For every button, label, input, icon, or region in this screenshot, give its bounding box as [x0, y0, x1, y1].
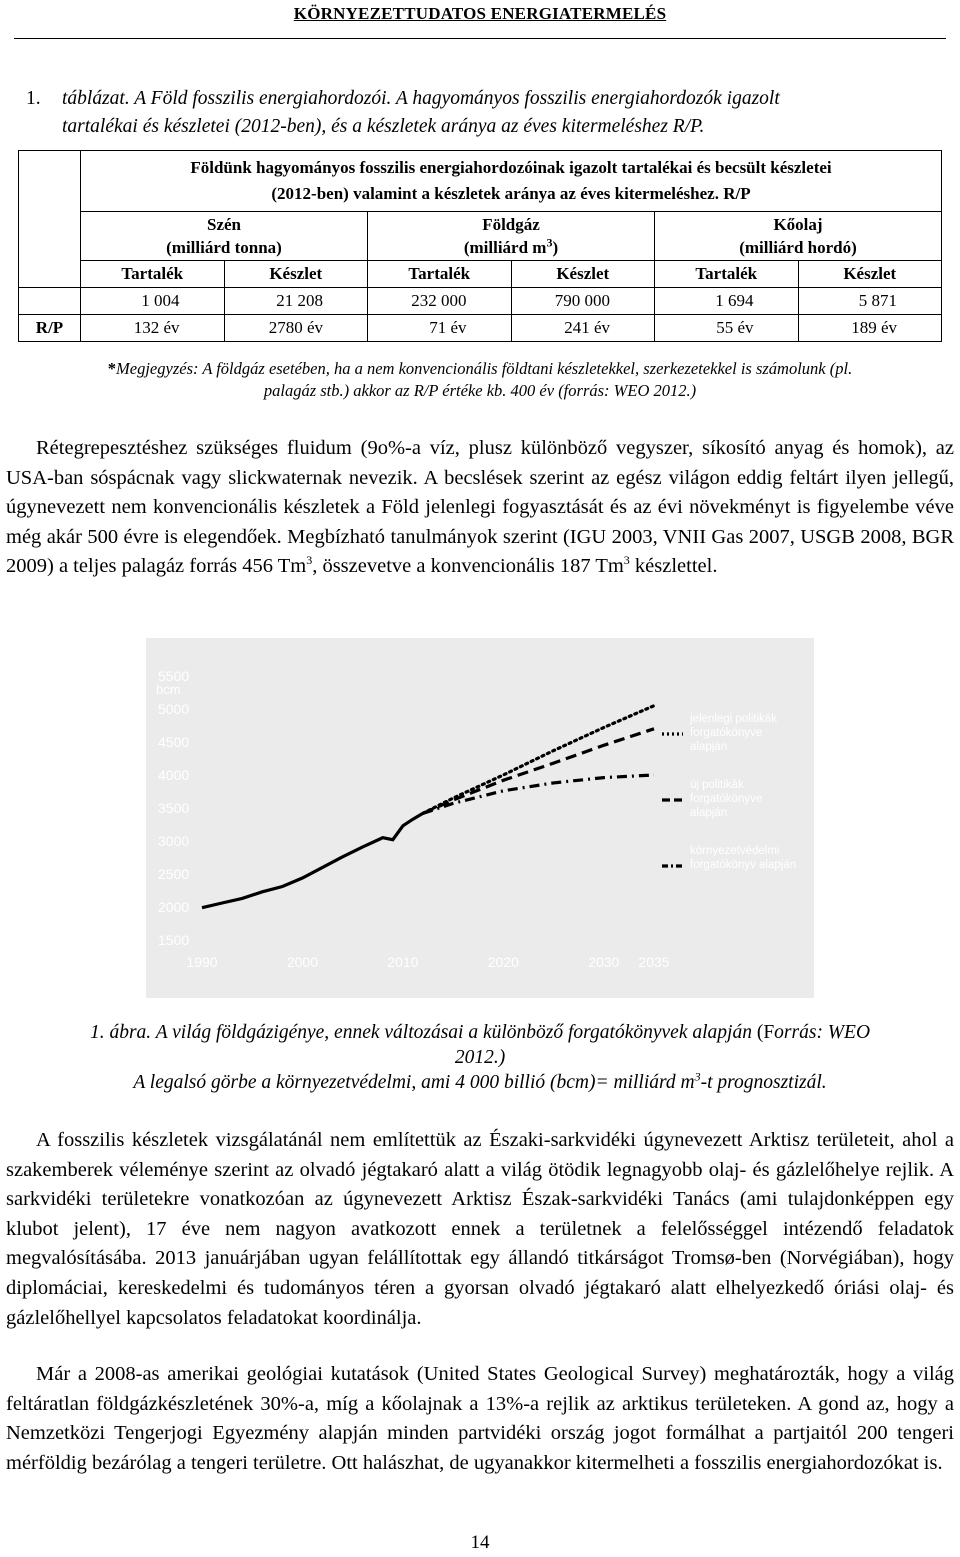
legend-label: környezetvédelmi [690, 845, 780, 857]
series-line-0 [202, 813, 423, 907]
subheader-cell: Tartalék [81, 261, 225, 288]
running-header: KÖRNYEZETTUDATOS ENERGIATERMELÉS [293, 4, 667, 23]
figure-caption-number: 1. ábra. [89, 1022, 152, 1043]
x-tick-label: 1990 [186, 954, 218, 970]
x-tick-label: 2030 [588, 954, 620, 970]
table-cell: 71 év [368, 315, 512, 342]
table-cell: 189 év [798, 315, 942, 342]
legend-label: alapján [690, 741, 728, 753]
group-header-oil: Kőolaj (milliárd hordó) [655, 212, 942, 261]
y-tick-label: 5500 [158, 668, 190, 684]
paragraph-3: Már a 2008-as amerikai geológiai kutatások (United States Geological Survey) meghatározták, hogy a világ feltáratlan földgázkészletének 30%-a, míg a kőolajnak a 13%-a rejlik az arktikus területeken. A gond az, hogy a Nemzetközi Tengerjogi Egyezmény alapján minden partvidéki ország jogot formálhat a partjaitól 200 tengeri mérföldig bezárólag a tengeri területre. Ott halászhat, de ugyanakkor kitermelheti a fosszilis energiahordozókat is. [6, 1363, 954, 1474]
x-axis-labels [186, 954, 669, 970]
table-corner-cell [19, 151, 81, 288]
legend-label: jelenlegi politikák [690, 713, 777, 725]
gas-demand-chart [146, 638, 814, 998]
y-tick-label: 1500 [158, 932, 190, 948]
series-lines [202, 706, 654, 908]
figure-caption-line3: A legalsó görbe a környezetvédelmi, ami 4 000 billió (bcm)= milliárd $m^3-t$ prognosztizál. [133, 1069, 827, 1093]
table-cell: 1 004 [81, 288, 225, 315]
table-row [19, 288, 942, 315]
y-tick-label: 4500 [158, 734, 190, 750]
table-title [81, 151, 942, 212]
subheader-cell: Készlet [798, 261, 942, 288]
table-title-line2: (2012-ben) valamint a készletek aránya az éves kitermeléshez. R/P [271, 184, 751, 203]
table-title-line1: Földünk hagyományos fosszilis energiahordozóinak igazolt tartalékai és becsült készletei [190, 158, 832, 177]
note-line1: Megjegyzés: A földgáz esetében, ha a nem konvencionális földtani készletekkel, szerkezetekkel is számolunk (pl. [116, 359, 853, 378]
y-axis-unit-label: bcm [156, 682, 181, 697]
table-row [19, 315, 942, 342]
figure-caption-text: A világ földgázigénye, ennek változásai a különböző forgatókönyvek alapján [155, 1022, 752, 1043]
y-axis-labels [158, 668, 189, 948]
reserves-table [18, 150, 942, 342]
y-tick-label: 3000 [158, 833, 190, 849]
x-tick-label: 2035 [638, 954, 670, 970]
table-cell: 1 694 [655, 288, 799, 315]
table-cell: 232 000 [368, 288, 512, 315]
note-line2: palagáz stb.) akkor az R/P értéke kb. 400 év (forrás: WEO 2012.) [263, 381, 697, 400]
table-caption-line1: táblázat. A Föld fosszilis energiahordozói. A hagyományos fosszilis energiahordozók igazolt [62, 88, 780, 109]
paragraph-2: A fosszilis készletek vizsgálatánál nem említettük az Északi-sarkvidéki úgynevezett Arktisz területeit, ahol a szakemberek véleménye szerint az olvadó jégtakaró alatt a világ ötödik legnagyobb olaj- és gázlelőhelye rejlik. A sarkvidéki területekre vonatkozóan az úgynevezett Arktisz Észak-sarkvidéki Tanács (ami tulajdonképpen egy klubot jelent), 17 éve nem nagyon avatkozott ennek a területnek a felelősséggel intézendő feladatok megvalósításába. 2013 januárjában ugyan felállítottak egy állandó titkárságot Tromsø-ben (Norvégiában), hogy diplomáciai, kereskedelmi és tudományos téren a gyorsan olvadó jégtakaró alatt elhelyezkedő óriási olaj- és gázlelőhellyel kapcsolatos feladatokat koordinálja. [6, 1129, 954, 1329]
legend-label: új politikák [690, 779, 744, 791]
row-label [19, 288, 81, 315]
series-line-2 [423, 729, 654, 814]
legend-label: forgatókönyv alapján [690, 859, 797, 871]
subheader-cell: Készlet [511, 261, 655, 288]
x-tick-label: 2010 [387, 954, 419, 970]
subheader-cell: Tartalék [368, 261, 512, 288]
page-number: 14 [470, 1532, 490, 1553]
group-header-coal: Szén (milliárd tonna) [81, 212, 368, 261]
group-header-gas: Földgáz (milliárd $m^3$) [368, 212, 655, 261]
table-cell: 132 év [81, 315, 225, 342]
table-cell: 55 év [655, 315, 799, 342]
figure-caption: 1. ábra. A világ földgázigénye, ennek változásai a különböző forgatókönyvek alapján (Forrás: WEO 2012.) A legalsó görbe a környezetvédelmi, ami 4 000 billió (bcm)= milliárd $m^3-t$ prognosztizál. [6, 1020, 954, 1095]
subheader-cell: Tartalék [655, 261, 799, 288]
subheader-cell: Készlet [224, 261, 368, 288]
y-tick-label: 3500 [158, 800, 190, 816]
table-cell: 2780 év [224, 315, 368, 342]
chart-legend [662, 713, 796, 871]
table-note [18, 358, 942, 402]
table-cell: 5 871 [798, 288, 942, 315]
table-caption [26, 85, 936, 141]
y-tick-label: 2500 [158, 866, 190, 882]
note-star: * [107, 359, 117, 378]
x-tick-label: 2020 [487, 954, 519, 970]
figure-caption-line2: 2012.) [454, 1047, 506, 1068]
y-tick-label: 4000 [158, 767, 190, 783]
table-cell: 241 év [511, 315, 655, 342]
y-tick-label: 2000 [158, 899, 190, 915]
table-cell: 21 208 [224, 288, 368, 315]
table-caption-number: 1. [26, 88, 41, 109]
legend-label: alapján [690, 807, 728, 819]
paragraph-1: Rétegrepesztéshez szükséges fluidum (9o%-a víz, plusz különböző vegyszer, síkosító anyag és homok), az USA-ban sóspácnak vagy slickwaternak nevezik. A becslések szerint az egész világon eddig feltárt ilyen jellegű, úgynevezett nem konvencionális készletek a Föld jelenlegi fogyasztását és az évi növekményt is figyelembe véve még akár 500 évre is elegendőek. Megbízható tanulmányok szerint (IGU 2003, VNII Gas 2007, USGB 2008, BGR 2009) a teljes palagáz forrás 456 Tm$^3$, összevetve a konvencionális 187 Tm$^3$ készlettel. [6, 437, 954, 578]
legend-label: forgatókönyve [690, 793, 763, 805]
series-line-3 [423, 775, 654, 813]
legend-label: forgatókönyve [690, 727, 763, 739]
table-caption-line2: tartalékai és készletei (2012-ben), és a készletek aránya az éves kitermeléshez R/P. [62, 116, 705, 137]
table-cell: 790 000 [511, 288, 655, 315]
row-label: R/P [19, 315, 81, 342]
header-rule [14, 38, 946, 39]
y-tick-label: 5000 [158, 701, 190, 717]
x-tick-label: 2000 [286, 954, 319, 970]
chart-canvas [146, 638, 814, 998]
